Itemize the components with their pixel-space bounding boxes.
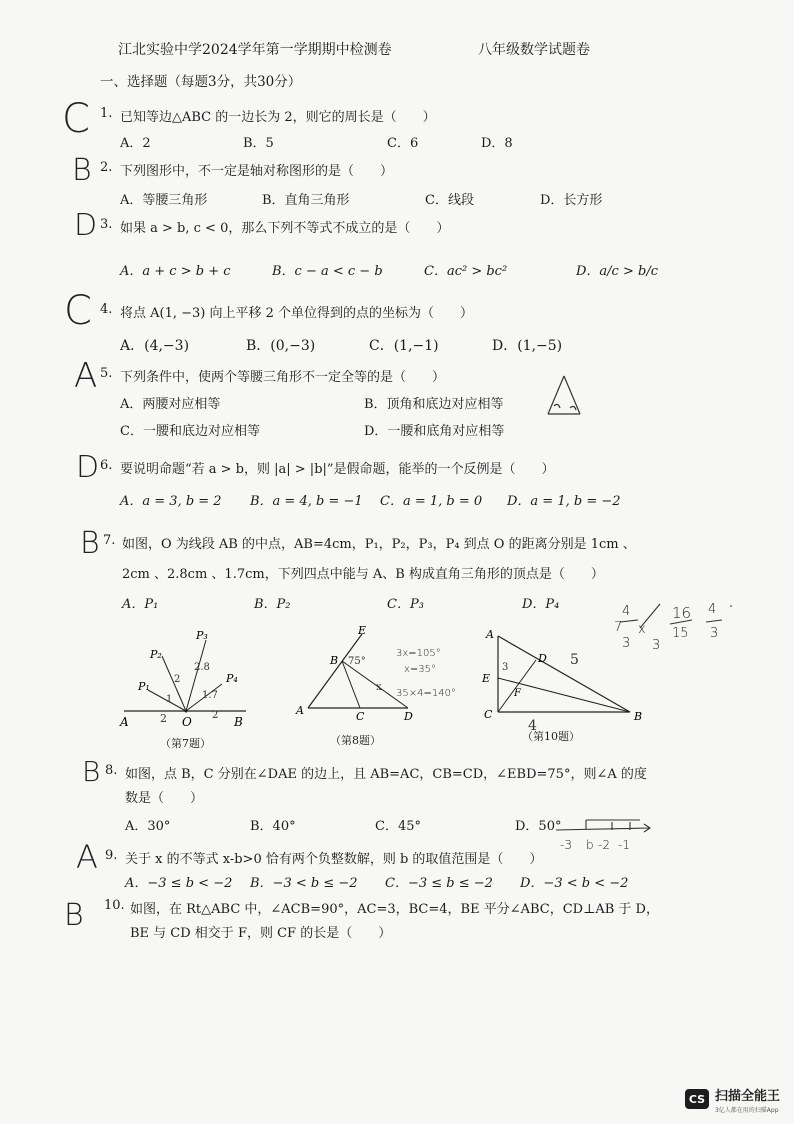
fig7-label-p3: P₃ (196, 629, 208, 642)
question-5-text: 下列条件中，使两个等腰三角形不一定全等的是（ ） (120, 370, 446, 385)
question-3-text: 如果 a > b, c < 0，那么下列不等式不成立的是（ ） (120, 221, 450, 236)
q3-option-a: A．a + c > b + c (120, 264, 231, 279)
hw-calc8-line1: 3x=105° (396, 648, 441, 659)
fig8-label-d: D (404, 710, 413, 723)
q1-option-b: B．5 (243, 136, 274, 151)
q9-option-c: C．−3 ≤ b ≤ −2 (385, 876, 493, 891)
fig10-label-f: F (514, 688, 521, 699)
q8-option-a: A．30° (125, 819, 171, 834)
figure-8 (292, 624, 422, 734)
fig7-label-o: O (182, 715, 192, 729)
q3-option-c: C．ac² > bc² (424, 264, 508, 279)
scanner-brand: 扫描全能王 (714, 1089, 780, 1104)
answer-mark-3: D (74, 208, 98, 243)
fig10-label-e: E (482, 672, 491, 685)
fig8-label-b: B (330, 654, 339, 667)
question-7-text-2: 2cm 、2.8cm 、1.7cm，下列四点中能与 A、B 构成直角三角形的顶点是（ ） (122, 567, 604, 582)
fig7-mark-6: 1.7 (202, 690, 218, 701)
number-line-sketch (554, 816, 654, 836)
hw-calc10-h: 4 (708, 602, 717, 617)
q2-option-d: D．长方形 (540, 193, 603, 208)
hw-calc8-line3: 35×4=140° (396, 688, 456, 699)
fig8-label-a: A (296, 704, 304, 717)
fig10-label-a: A (486, 628, 494, 641)
figure-10-caption: （第10题） (522, 730, 580, 743)
fig10-mark-4: 4 (528, 718, 537, 730)
q9-option-d: D．−3 < b < −2 (520, 876, 629, 891)
q8-option-c: C．45° (375, 819, 421, 834)
q9-option-b: B．−3 < b ≤ −2 (250, 876, 358, 891)
answer-mark-5: A (74, 356, 98, 396)
numline-label-2: b (586, 838, 594, 852)
figure-7 (118, 626, 258, 746)
fig7-label-p2: P₂ (150, 648, 162, 661)
question-10-num: 10. (104, 898, 125, 913)
question-6-num: 6. (100, 458, 113, 473)
hw-calc10-i: 3 (710, 626, 719, 641)
q1-option-c: C．6 (387, 136, 419, 151)
section-title: 一、选择题（每题3分，共30分） (100, 74, 302, 90)
fig7-label-p4: P₄ (226, 672, 238, 685)
q5-option-b: B．顶角和底边对应相等 (364, 397, 504, 412)
q6-option-b: B．a = 4, b = −1 (250, 494, 363, 509)
question-8-text-2: 数是（ ） (125, 791, 204, 806)
q7-option-d: D．P₄ (522, 597, 560, 612)
fig8-mark-75: 75° (348, 656, 366, 667)
q6-option-d: D．a = 1, b = −2 (507, 494, 621, 509)
figure-7-caption: （第7题） (160, 737, 211, 750)
scanner-logo-icon: CS (685, 1089, 709, 1109)
fig7-label-b: B (234, 715, 243, 729)
answer-mark-7: B (80, 526, 100, 561)
scanner-watermark (685, 1089, 780, 1114)
q9-option-a: A．−3 ≤ b < −2 (125, 876, 233, 891)
answer-mark-4: C (64, 288, 92, 334)
answer-mark-9: A (76, 838, 98, 876)
exam-subject: 八年级数学试题卷 (478, 42, 590, 58)
q6-option-c: C．a = 1, b = 0 (380, 494, 483, 509)
fig7-mark-3: 1 (166, 694, 173, 705)
fig7-label-p1: P₁ (138, 680, 150, 693)
q4-option-c: C．(1,−1) (369, 338, 439, 354)
question-8-text: 如图，点 B，C 分别在∠DAE 的边上，且 AB=AC，CB=CD，∠EBD=75°，则∠A 的度 (125, 767, 647, 782)
question-3-num: 3. (100, 217, 113, 232)
q7-option-b: B．P₂ (254, 597, 291, 612)
question-1-num: 1. (100, 106, 113, 121)
q5-option-d: D．一腰和底角对应相等 (364, 424, 505, 439)
question-5-num: 5. (100, 366, 113, 381)
question-6-text: 要说明命题“若 a > b，则 |a| > |b|”是假命题，能举的一个反例是（ ） (120, 462, 555, 477)
hw-calc10-d: x (638, 622, 646, 637)
fig7-mark-1: 2 (160, 712, 167, 725)
answer-mark-1: C (62, 96, 90, 142)
fig10-label-d: D (538, 652, 547, 665)
hw-calc10-b: 7 (614, 620, 623, 635)
fig8-label-e: E (358, 624, 367, 637)
question-4-num: 4. (100, 302, 113, 317)
answer-mark-8: B (82, 755, 101, 788)
triangle-sketch-icon (540, 372, 590, 422)
answer-mark-6: D (76, 450, 100, 485)
q2-option-a: A．等腰三角形 (120, 193, 208, 208)
answer-mark-2: B (72, 153, 92, 188)
fig10-label-c: C (484, 708, 493, 721)
q1-option-d: D．8 (481, 136, 513, 151)
q2-option-b: B．直角三角形 (262, 193, 350, 208)
q4-option-d: D．(1,−5) (492, 338, 563, 354)
q5-option-a: A．两腰对应相等 (120, 397, 221, 412)
hw-calc10-g: 15 (672, 626, 689, 641)
hw-calc10-a: 4 (622, 604, 631, 619)
question-1-text: 已知等边△ABC 的一边长为 2，则它的周长是（ ） (120, 110, 436, 125)
fig10-mark-3: 3 (502, 662, 509, 673)
q3-option-d: D．a/c > b/c (576, 264, 658, 279)
question-2-num: 2. (100, 160, 113, 175)
q2-option-c: C．线段 (425, 193, 474, 208)
question-10-text: 如图，在 Rt△ABC 中，∠ACB=90°，AC=3，BC=4，BE 平分∠ABC，CD⊥AB 于 D， (130, 902, 659, 917)
fig10-label-b: B (634, 710, 643, 723)
q5-option-c: C．一腰和底边对应相等 (120, 424, 260, 439)
question-4-text: 将点 A(1, −3) 向上平移 2 个单位得到的点的坐标为（ ） (120, 306, 474, 321)
question-7-text: 如图，O 为线段 AB 的中点，AB=4cm，P₁，P₂，P₃，P₄ 到点 O 的距离分别是 1cm 、 (122, 537, 636, 552)
question-7-num: 7. (103, 533, 116, 548)
fig10-mark-5: 5 (570, 652, 579, 668)
q7-option-a: A．P₁ (122, 597, 159, 612)
hw-calc10-f: 16 (672, 604, 692, 622)
numline-label-1: -3 (560, 838, 572, 852)
question-2-text: 下列图形中，不一定是轴对称图形的是（ ） (120, 164, 394, 179)
q1-option-a: A．2 (120, 136, 151, 151)
figure-8-caption: （第8题） (330, 734, 381, 747)
answer-mark-10: B (64, 898, 84, 933)
q7-option-c: C．P₃ (387, 597, 424, 612)
question-8-num: 8. (105, 763, 118, 778)
numline-label-3: -2 (598, 838, 610, 852)
q3-option-b: B．c − a < c − b (272, 264, 383, 279)
scanner-slogan: 3亿人都在用的扫描App (714, 1107, 779, 1114)
numline-label-4: -1 (618, 838, 630, 852)
q4-option-b: B．(0,−3) (246, 338, 316, 354)
hw-calc8-line2: x=35° (404, 664, 437, 675)
fig7-mark-2: 2 (212, 710, 219, 721)
fig7-label-a: A (120, 715, 129, 729)
q4-option-a: A．(4,−3) (120, 338, 190, 354)
question-9-num: 9. (105, 848, 118, 863)
hw-calc10-c: 3 (622, 636, 631, 651)
q8-option-d: D．50° (515, 819, 562, 834)
fig8-mark-x: x (376, 682, 382, 693)
fig7-mark-4: 2 (174, 674, 181, 685)
question-9-text: 关于 x 的不等式 x-b>0 恰有两个负整数解，则 b 的取值范围是（ ） (125, 852, 543, 867)
hw-calc10-e: 3 (652, 638, 661, 653)
question-10-text-2: BE 与 CD 相交于 F，则 CF 的长是（ ） (130, 926, 392, 941)
fig8-label-c: C (356, 710, 365, 723)
q6-option-a: A．a = 3, b = 2 (120, 494, 222, 509)
exam-title: 江北实验中学2024学年第一学期期中检测卷 (118, 42, 392, 58)
q8-option-b: B．40° (250, 819, 296, 834)
figure-10 (480, 626, 650, 730)
fig7-mark-5: 2.8 (194, 662, 210, 673)
